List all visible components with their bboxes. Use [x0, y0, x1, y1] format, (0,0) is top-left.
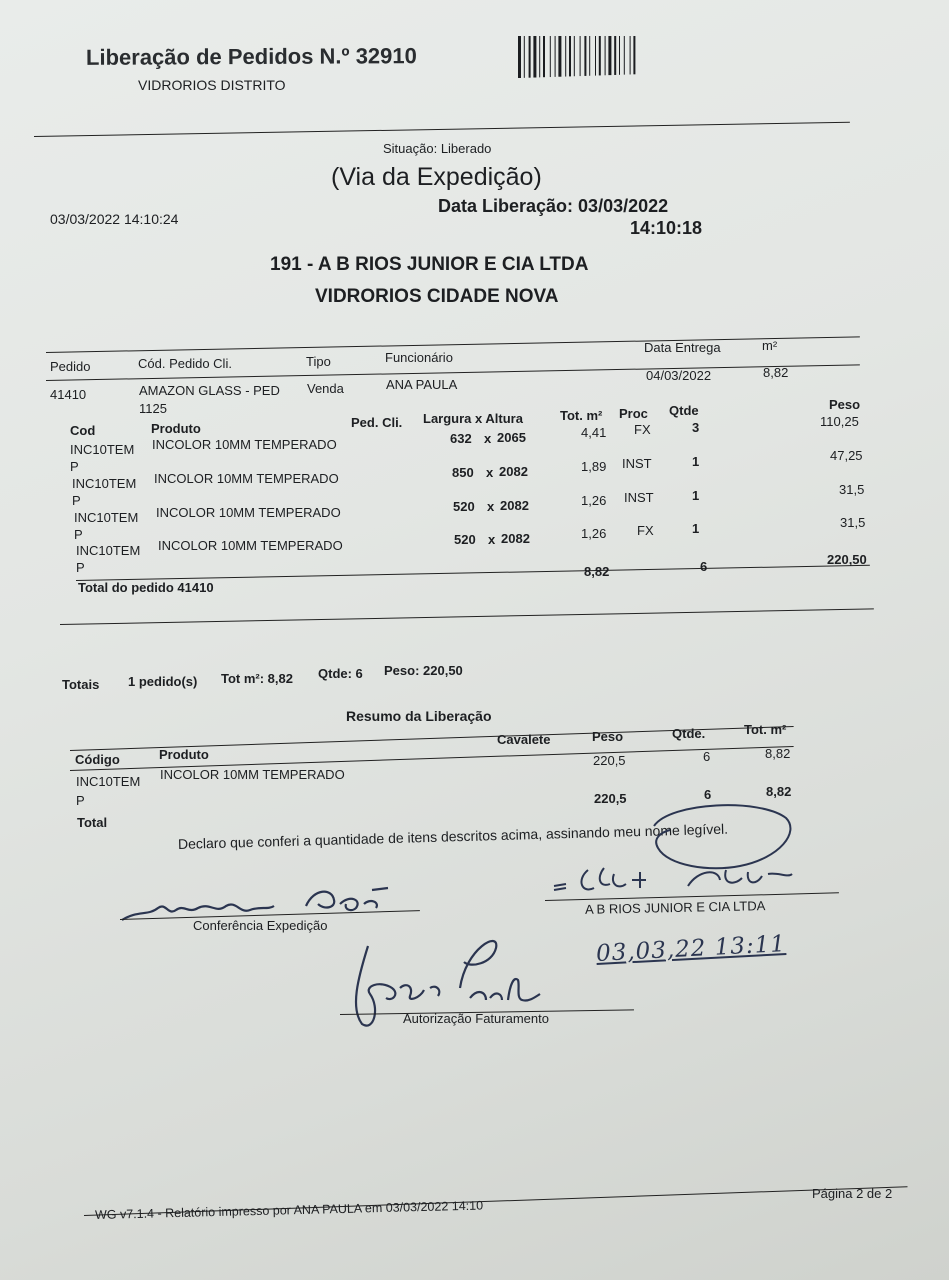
order-total-m2: 8,82: [584, 564, 610, 579]
status-situacao: Situação: Liberado: [383, 141, 492, 156]
item-qtde: 1: [692, 521, 700, 536]
item-altura: 2082: [499, 464, 528, 479]
item-tot-m2: 4,41: [581, 425, 607, 440]
item-qtde: 3: [692, 420, 700, 435]
client-name: 191 - A B RIOS JUNIOR E CIA LTDA: [270, 254, 589, 275]
item-produto: INCOLOR 10MM TEMPERADO: [158, 538, 343, 553]
item-peso: 31,5: [840, 515, 866, 530]
item-tot-m2: 1,26: [581, 493, 607, 508]
item-x: x: [488, 532, 496, 547]
item-tot-m2: 1,89: [581, 459, 607, 474]
item-altura: 2082: [500, 498, 529, 513]
summary-col-peso: Peso: [592, 729, 624, 744]
item-peso: 110,25: [820, 414, 859, 429]
summary-row-peso: 220,5: [593, 753, 626, 768]
item-peso: 47,25: [830, 448, 863, 463]
col-tipo: Tipo: [306, 354, 331, 369]
totals-qtde: Qtde: 6: [318, 666, 363, 681]
via-label: (Via da Expedição): [331, 163, 542, 191]
item-cod-1: INC10TEM: [76, 543, 141, 558]
order-data-entrega: 04/03/2022: [646, 368, 712, 383]
barcode: [516, 34, 661, 80]
item-largura: 520: [454, 532, 476, 547]
order-total-qtde: 6: [700, 559, 708, 574]
summary-col-codigo: Código: [75, 752, 120, 767]
item-proc: FX: [634, 422, 651, 437]
item-proc: INST: [624, 490, 654, 505]
order-cod-cli-2: 1125: [139, 401, 167, 416]
item-proc: INST: [622, 456, 652, 471]
company-name: VIDRORIOS DISTRITO: [138, 77, 286, 93]
item-cod-1: INC10TEM: [74, 510, 139, 525]
item-cod-2: P: [74, 527, 83, 542]
order-cod-cli-1: AMAZON GLASS - PED: [139, 383, 280, 398]
label-conferencia: Conferência Expedição: [193, 918, 328, 933]
summary-row-cod1: INC10TEM: [76, 774, 141, 789]
item-largura: 520: [453, 499, 475, 514]
declaration-text: Declaro que conferi a quantidade de itens descritos acima, assinando meu nome legível.: [177, 820, 729, 852]
order-total-peso: 220,50: [827, 552, 867, 567]
summary-total-qtde: 6: [704, 787, 712, 802]
summary-row-tot-m2: 8,82: [765, 746, 791, 761]
header-divider: [34, 122, 850, 137]
order-m2: 8,82: [763, 365, 789, 380]
document-title: Liberação de Pedidos N.º 32910: [85, 43, 417, 70]
items-col-produto: Produto: [151, 421, 201, 436]
items-col-peso: Peso: [829, 397, 861, 412]
order-total-rule: [60, 608, 874, 625]
data-liberacao-time: 14:10:18: [630, 218, 703, 238]
summary-col-produto: Produto: [159, 747, 209, 762]
item-peso: 31,5: [839, 482, 865, 497]
col-cod-pedido-cli: Cód. Pedido Cli.: [138, 356, 232, 371]
totals-pedidos: 1 pedido(s): [128, 674, 198, 689]
totals-tot-m2: Tot m²: 8,82: [221, 671, 293, 686]
item-x: x: [484, 431, 492, 446]
item-produto: INCOLOR 10MM TEMPERADO: [154, 471, 339, 486]
page-number: Página 2 de 2: [812, 1186, 893, 1201]
col-m2: m²: [762, 338, 778, 353]
label-cliente: A B RIOS JUNIOR E CIA LTDA: [584, 898, 766, 917]
items-col-tot-m2: Tot. m²: [560, 408, 603, 423]
items-col-qtde: Qtde: [669, 403, 699, 418]
handwritten-date: 03,03,22 13:11: [595, 931, 787, 967]
item-largura: 850: [452, 465, 474, 480]
item-tot-m2: 1,26: [581, 526, 607, 541]
items-col-largura-altura: Largura x Altura: [423, 411, 523, 426]
order-funcionario: ANA PAULA: [386, 377, 458, 392]
item-proc: FX: [637, 523, 654, 538]
item-cod-1: INC10TEM: [70, 442, 135, 457]
item-qtde: 1: [692, 454, 700, 469]
summary-title: Resumo da Liberação: [346, 708, 492, 724]
item-altura: 2065: [497, 430, 526, 445]
order-tipo: Venda: [307, 381, 344, 396]
order-total-label: Total do pedido 41410: [78, 580, 214, 595]
obra-name: VIDRORIOS CIDADE NOVA: [315, 286, 559, 307]
item-produto: INCOLOR 10MM TEMPERADO: [152, 437, 337, 452]
item-x: x: [486, 465, 494, 480]
summary-col-cavalete: Cavalete: [497, 732, 551, 747]
item-cod-2: P: [72, 493, 81, 508]
summary-total-peso: 220,5: [594, 791, 627, 806]
item-cod-1: INC10TEM: [72, 476, 137, 491]
items-col-ped-cli: Ped. Cli.: [351, 415, 403, 430]
summary-col-qtde: Qtde.: [672, 726, 706, 741]
item-cod-2: P: [76, 560, 85, 575]
summary-total-tot-m2: 8,82: [766, 784, 792, 799]
item-x: x: [487, 499, 495, 514]
order-pedido: 41410: [50, 387, 87, 402]
items-bottom-rule: [76, 565, 870, 581]
summary-row-produto: INCOLOR 10MM TEMPERADO: [160, 767, 345, 782]
col-data-entrega: Data Entrega: [644, 340, 721, 355]
item-largura: 632: [450, 431, 472, 446]
item-altura: 2082: [501, 531, 530, 546]
totals-label: Totais: [62, 677, 100, 692]
items-col-proc: Proc: [619, 406, 648, 421]
col-pedido: Pedido: [50, 359, 91, 374]
label-autorizacao: Autorização Faturamento: [403, 1011, 549, 1026]
data-liberacao: Data Liberação: 03/03/2022: [438, 196, 669, 216]
item-cod-2: P: [70, 459, 79, 474]
print-datetime: 03/03/2022 14:10:24: [50, 211, 179, 227]
totals-peso: Peso: 220,50: [384, 663, 463, 678]
summary-total-label: Total: [77, 815, 108, 830]
summary-row-cod2: P: [76, 793, 85, 808]
item-qtde: 1: [692, 488, 700, 503]
items-col-cod: Cod: [70, 423, 96, 438]
item-produto: INCOLOR 10MM TEMPERADO: [156, 505, 341, 520]
summary-row-qtde: 6: [703, 749, 711, 764]
printed-by: WG v7.1.4 - Relatório impresso por ANA PAULA em 03/03/2022 14:10: [94, 1198, 484, 1222]
col-funcionario: Funcionário: [385, 350, 453, 365]
summary-col-tot-m2: Tot. m²: [744, 722, 787, 737]
